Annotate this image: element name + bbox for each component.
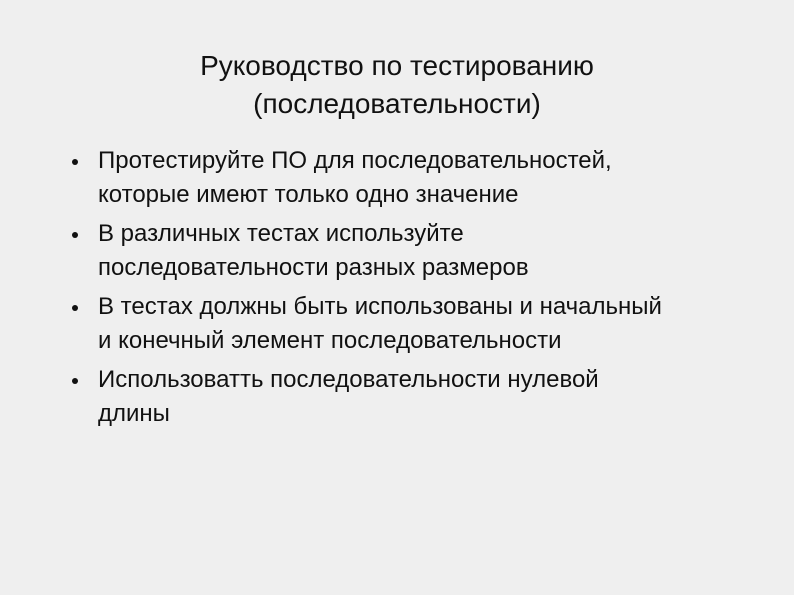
bullet-item-3-line-1: В тестах должны быть использованы и начальный (98, 293, 662, 320)
slide-title-line-2: (последовательности) (253, 88, 541, 119)
bullet-dot-icon (72, 305, 78, 311)
bullet-item-3 (70, 290, 770, 358)
bullet-dot-icon (72, 378, 78, 384)
bullet-dot-icon (72, 159, 78, 165)
slide-title (0, 47, 794, 123)
bullet-list (70, 144, 770, 436)
slide-title-line-1: Руководство по тестированию (200, 50, 594, 81)
bullet-item-1-line-2: которые имеют только одно значение (98, 181, 519, 208)
bullet-item-1-line-1: Протестируйте ПО для последовательностей, (98, 147, 612, 174)
bullet-dot-icon (72, 232, 78, 238)
bullet-item-1 (70, 144, 770, 212)
bullet-item-2-line-1: В различных тестах используйте (98, 220, 464, 247)
bullet-item-2 (70, 217, 770, 285)
bullet-item-4-line-2: длины (98, 400, 170, 427)
bullet-item-4 (70, 363, 770, 431)
bullet-item-3-line-2: и конечный элемент последовательности (98, 327, 562, 354)
bullet-item-2-line-2: последовательности разных размеров (98, 254, 529, 281)
bullet-item-4-line-1: Использоватть последовательности нулевой (98, 366, 599, 393)
